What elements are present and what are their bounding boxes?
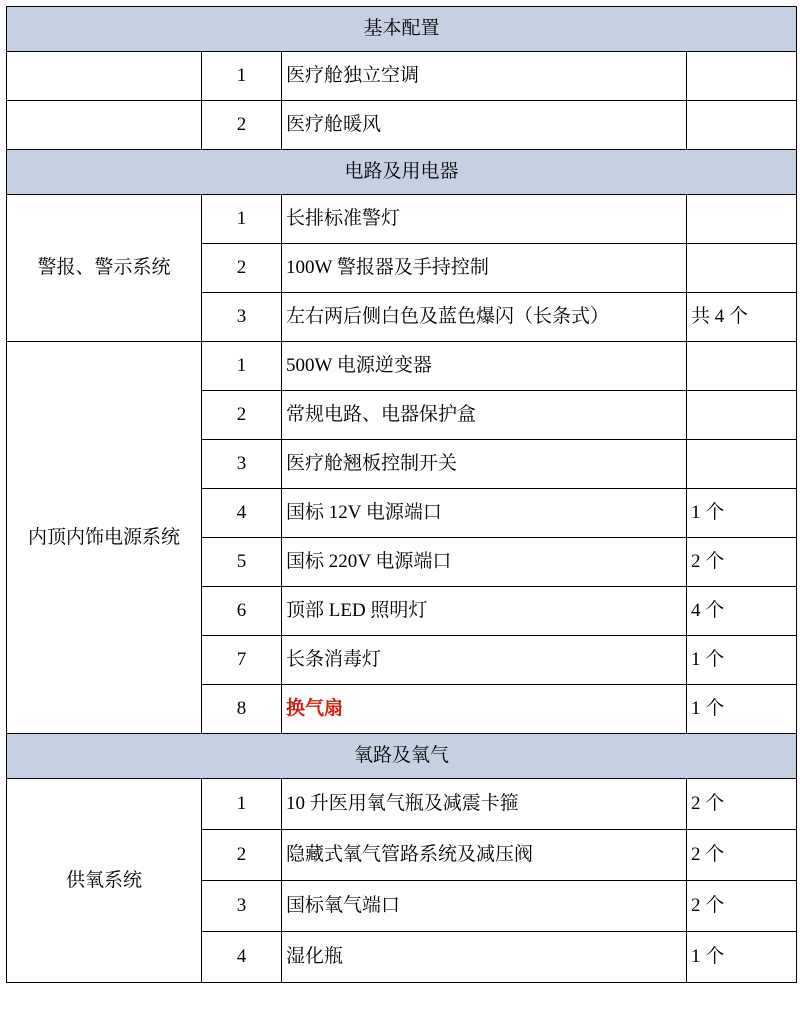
table-row	[7, 342, 797, 391]
section-header-row	[7, 7, 797, 52]
row-qty: 2 个	[687, 779, 797, 830]
row-item: 长条消毒灯	[282, 636, 687, 685]
row-item: 湿化瓶	[282, 932, 687, 983]
row-qty: 2 个	[687, 538, 797, 587]
row-qty	[687, 101, 797, 150]
row-item: 国标 220V 电源端口	[282, 538, 687, 587]
group-cell	[7, 101, 202, 150]
row-qty	[687, 391, 797, 440]
row-number: 7	[202, 636, 282, 685]
row-number: 1	[202, 342, 282, 391]
row-item: 顶部 LED 照明灯	[282, 587, 687, 636]
row-qty: 2 个	[687, 881, 797, 932]
row-item: 国标 12V 电源端口	[282, 489, 687, 538]
row-number: 8	[202, 685, 282, 734]
row-number: 6	[202, 587, 282, 636]
row-number: 3	[202, 440, 282, 489]
row-number: 1	[202, 779, 282, 830]
row-qty	[687, 195, 797, 244]
table-row	[7, 779, 797, 830]
table-row	[7, 52, 797, 101]
row-item: 医疗舱独立空调	[282, 52, 687, 101]
section-header-row	[7, 734, 797, 779]
row-number: 3	[202, 881, 282, 932]
row-number: 1	[202, 52, 282, 101]
group-cell: 供氧系统	[7, 779, 202, 983]
row-qty: 1 个	[687, 489, 797, 538]
table-row	[7, 195, 797, 244]
section-title: 电路及用电器	[7, 150, 797, 195]
group-cell: 警报、警示系统	[7, 195, 202, 342]
row-number: 4	[202, 932, 282, 983]
row-item: 500W 电源逆变器	[282, 342, 687, 391]
row-item: 医疗舱暖风	[282, 101, 687, 150]
row-item-highlighted: 换气扇	[282, 685, 687, 734]
row-number: 4	[202, 489, 282, 538]
row-item: 左右两后侧白色及蓝色爆闪（长条式）	[282, 293, 687, 342]
row-item: 100W 警报器及手持控制	[282, 244, 687, 293]
row-qty	[687, 440, 797, 489]
row-number: 2	[202, 244, 282, 293]
row-qty: 1 个	[687, 932, 797, 983]
row-qty: 1 个	[687, 685, 797, 734]
row-qty	[687, 342, 797, 391]
row-number: 5	[202, 538, 282, 587]
row-qty: 1 个	[687, 636, 797, 685]
section-header-row	[7, 150, 797, 195]
row-item: 隐藏式氧气管路系统及减压阀	[282, 830, 687, 881]
group-cell: 内顶内饰电源系统	[7, 342, 202, 734]
row-item: 长排标准警灯	[282, 195, 687, 244]
row-number: 2	[202, 391, 282, 440]
row-qty: 共 4 个	[687, 293, 797, 342]
table-row	[7, 101, 797, 150]
row-number: 2	[202, 101, 282, 150]
row-number: 2	[202, 830, 282, 881]
section-title: 基本配置	[7, 7, 797, 52]
row-qty	[687, 52, 797, 101]
row-item: 医疗舱翘板控制开关	[282, 440, 687, 489]
row-item: 10 升医用氧气瓶及减震卡箍	[282, 779, 687, 830]
row-item: 国标氧气端口	[282, 881, 687, 932]
row-number: 1	[202, 195, 282, 244]
group-cell	[7, 52, 202, 101]
spec-table	[6, 6, 797, 983]
row-number: 3	[202, 293, 282, 342]
row-qty: 4 个	[687, 587, 797, 636]
section-title: 氧路及氧气	[7, 734, 797, 779]
row-qty: 2 个	[687, 830, 797, 881]
row-qty	[687, 244, 797, 293]
row-item: 常规电路、电器保护盒	[282, 391, 687, 440]
